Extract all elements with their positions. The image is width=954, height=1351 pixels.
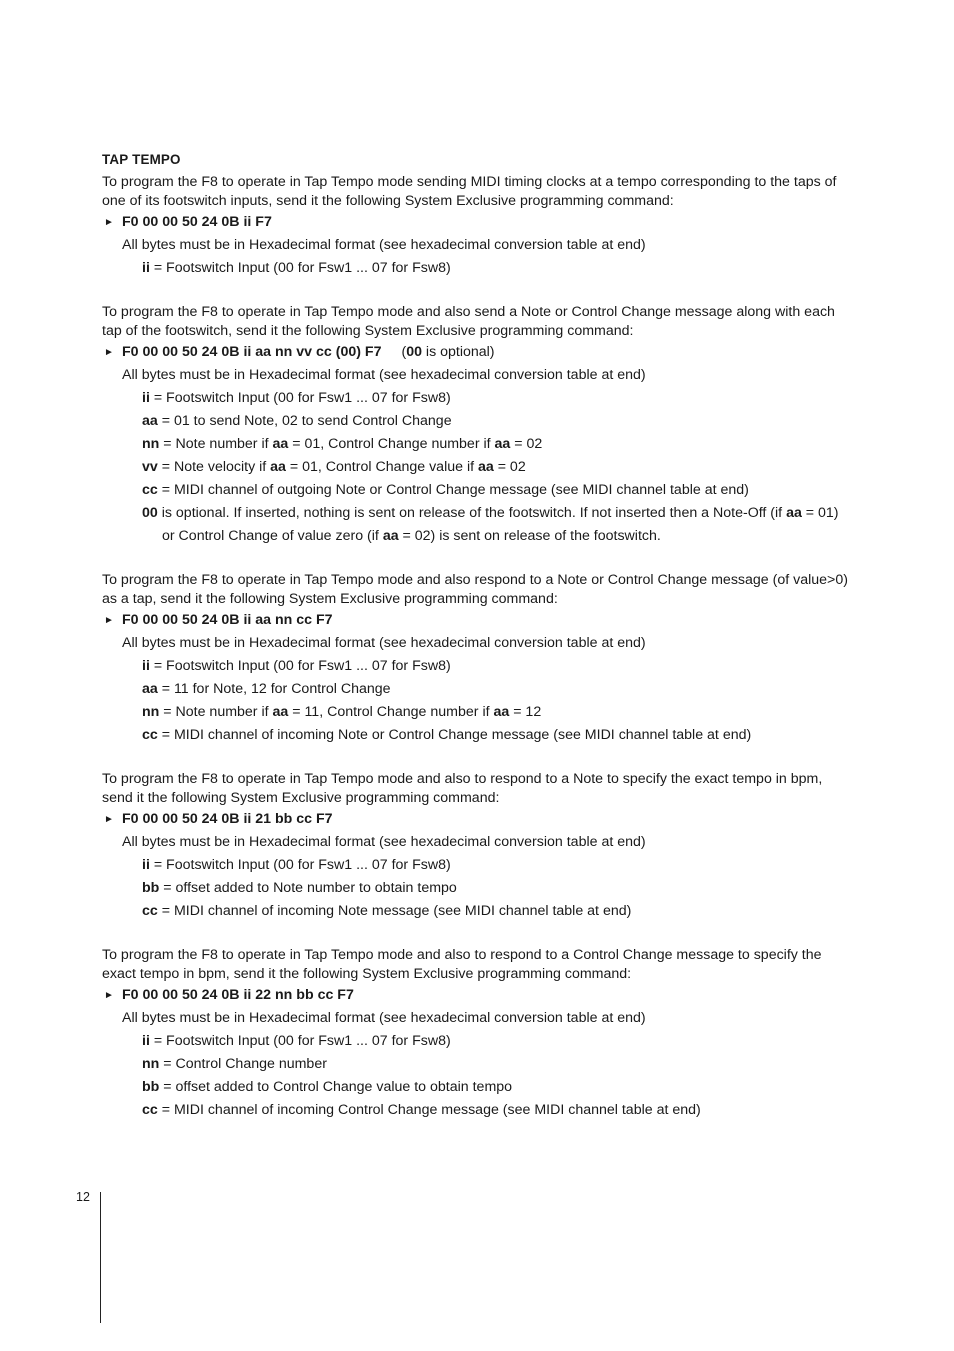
page-content — [102, 150, 854, 1122]
section5-param-ii: ii = Footswitch Input (00 for Fsw1 ... 07 for Fsw8) — [142, 1033, 451, 1049]
section3-param-nn: nn = Note number if aa = 11, Control Change number if aa = 12 — [142, 704, 542, 720]
section2-param-nn: nn = Note number if aa = 01, Control Change number if aa = 02 — [142, 436, 543, 452]
section4-hex-note: All bytes must be in Hexadecimal format (see hexadecimal conversion table at end) — [122, 834, 646, 850]
section2-param-vv: vv = Note velocity if aa = 01, Control Change value if aa = 02 — [142, 459, 526, 475]
section2-param-00: 00 is optional. If inserted, nothing is sent on release of the footswitch. If not inserted then a Note-Off (if aa = 01) — [142, 505, 839, 521]
section1-param: ii = Footswitch Input (00 for Fsw1 ... 07 for Fsw8) — [142, 260, 451, 276]
section2-intro: To program the F8 to operate in Tap Tempo mode and also send a Note or Control Change message along with each tap of the footswitch, send it the following System Exclusive programming command: — [102, 304, 835, 339]
bullet-triangle-icon: ► — [104, 615, 114, 626]
section4-param-ii: ii = Footswitch Input (00 for Fsw1 ... 07 for Fsw8) — [142, 857, 451, 873]
section2-param-00-cont: or Control Change of value zero (if aa = 02) is sent on release of the footswitch. — [162, 528, 661, 544]
section5-param-bb: bb = offset added to Control Change value to obtain tempo — [142, 1079, 513, 1095]
section2-command: ► F0 00 00 50 24 0B ii aa nn vv cc (00) F7 (00 is optional) — [102, 341, 854, 364]
bullet-triangle-icon: ► — [104, 347, 114, 358]
section3-hex-note: All bytes must be in Hexadecimal format (see hexadecimal conversion table at end) — [122, 635, 646, 651]
section5-intro: To program the F8 to operate in Tap Tempo mode and also to respond to a Control Change message to specify the exact tempo in bpm, send it the following System Exclusive programming command: — [102, 947, 822, 982]
section5-param-nn: nn = Control Change number — [142, 1056, 327, 1072]
section5-hex-note: All bytes must be in Hexadecimal format (see hexadecimal conversion table at end) — [122, 1010, 646, 1026]
section3-param-aa: aa = 11 for Note, 12 for Control Change — [142, 681, 391, 697]
section5-command: ► F0 00 00 50 24 0B ii 22 nn bb cc F7 — [102, 984, 854, 1007]
section4-intro: To program the F8 to operate in Tap Tempo mode and also to respond to a Note to specify the exact tempo in bpm, send it the following System Exclusive programming command: — [102, 771, 823, 806]
section3-param-ii: ii = Footswitch Input (00 for Fsw1 ... 07 for Fsw8) — [142, 658, 451, 674]
section3-param-cc: cc = MIDI channel of incoming Note or Control Change message (see MIDI channel table at end) — [142, 727, 752, 743]
optional-note: (00 is optional) — [401, 344, 495, 360]
bullet-triangle-icon: ► — [104, 217, 114, 228]
section3-intro: To program the F8 to operate in Tap Tempo mode and also respond to a Note or Control Change message (of value>0) as a tap, send it the following System Exclusive programming command: — [102, 572, 848, 607]
margin-rule — [100, 1192, 101, 1323]
section2-param-cc: cc = MIDI channel of outgoing Note or Control Change message (see MIDI channel table at end) — [142, 482, 749, 498]
section3-command: ► F0 00 00 50 24 0B ii aa nn cc F7 — [102, 609, 854, 632]
section2-hex-note: All bytes must be in Hexadecimal format (see hexadecimal conversion table at end) — [122, 367, 646, 383]
section4-param-cc: cc = MIDI channel of incoming Note message (see MIDI channel table at end) — [142, 903, 632, 919]
page-number: 12 — [76, 1190, 90, 1204]
section-heading: TAP TEMPO — [102, 152, 181, 167]
section4-param-bb: bb = offset added to Note number to obtain tempo — [142, 880, 457, 896]
section1-intro: To program the F8 to operate in Tap Tempo mode sending MIDI timing clocks at a tempo corresponding to the taps of one of its footswitch inputs, send it the following System Exclusive programming command: — [102, 174, 837, 209]
section1-hex-note: All bytes must be in Hexadecimal format (see hexadecimal conversion table at end) — [122, 237, 646, 253]
section2-param-aa: aa = 01 to send Note, 02 to send Control Change — [142, 413, 452, 429]
bullet-triangle-icon: ► — [104, 814, 114, 825]
section1-command: ► F0 00 00 50 24 0B ii F7 — [102, 211, 854, 234]
section2-param-ii: ii = Footswitch Input (00 for Fsw1 ... 07 for Fsw8) — [142, 390, 451, 406]
bullet-triangle-icon: ► — [104, 990, 114, 1001]
section5-param-cc: cc = MIDI channel of incoming Control Change message (see MIDI channel table at end) — [142, 1102, 701, 1118]
section4-command: ► F0 00 00 50 24 0B ii 21 bb cc F7 — [102, 808, 854, 831]
